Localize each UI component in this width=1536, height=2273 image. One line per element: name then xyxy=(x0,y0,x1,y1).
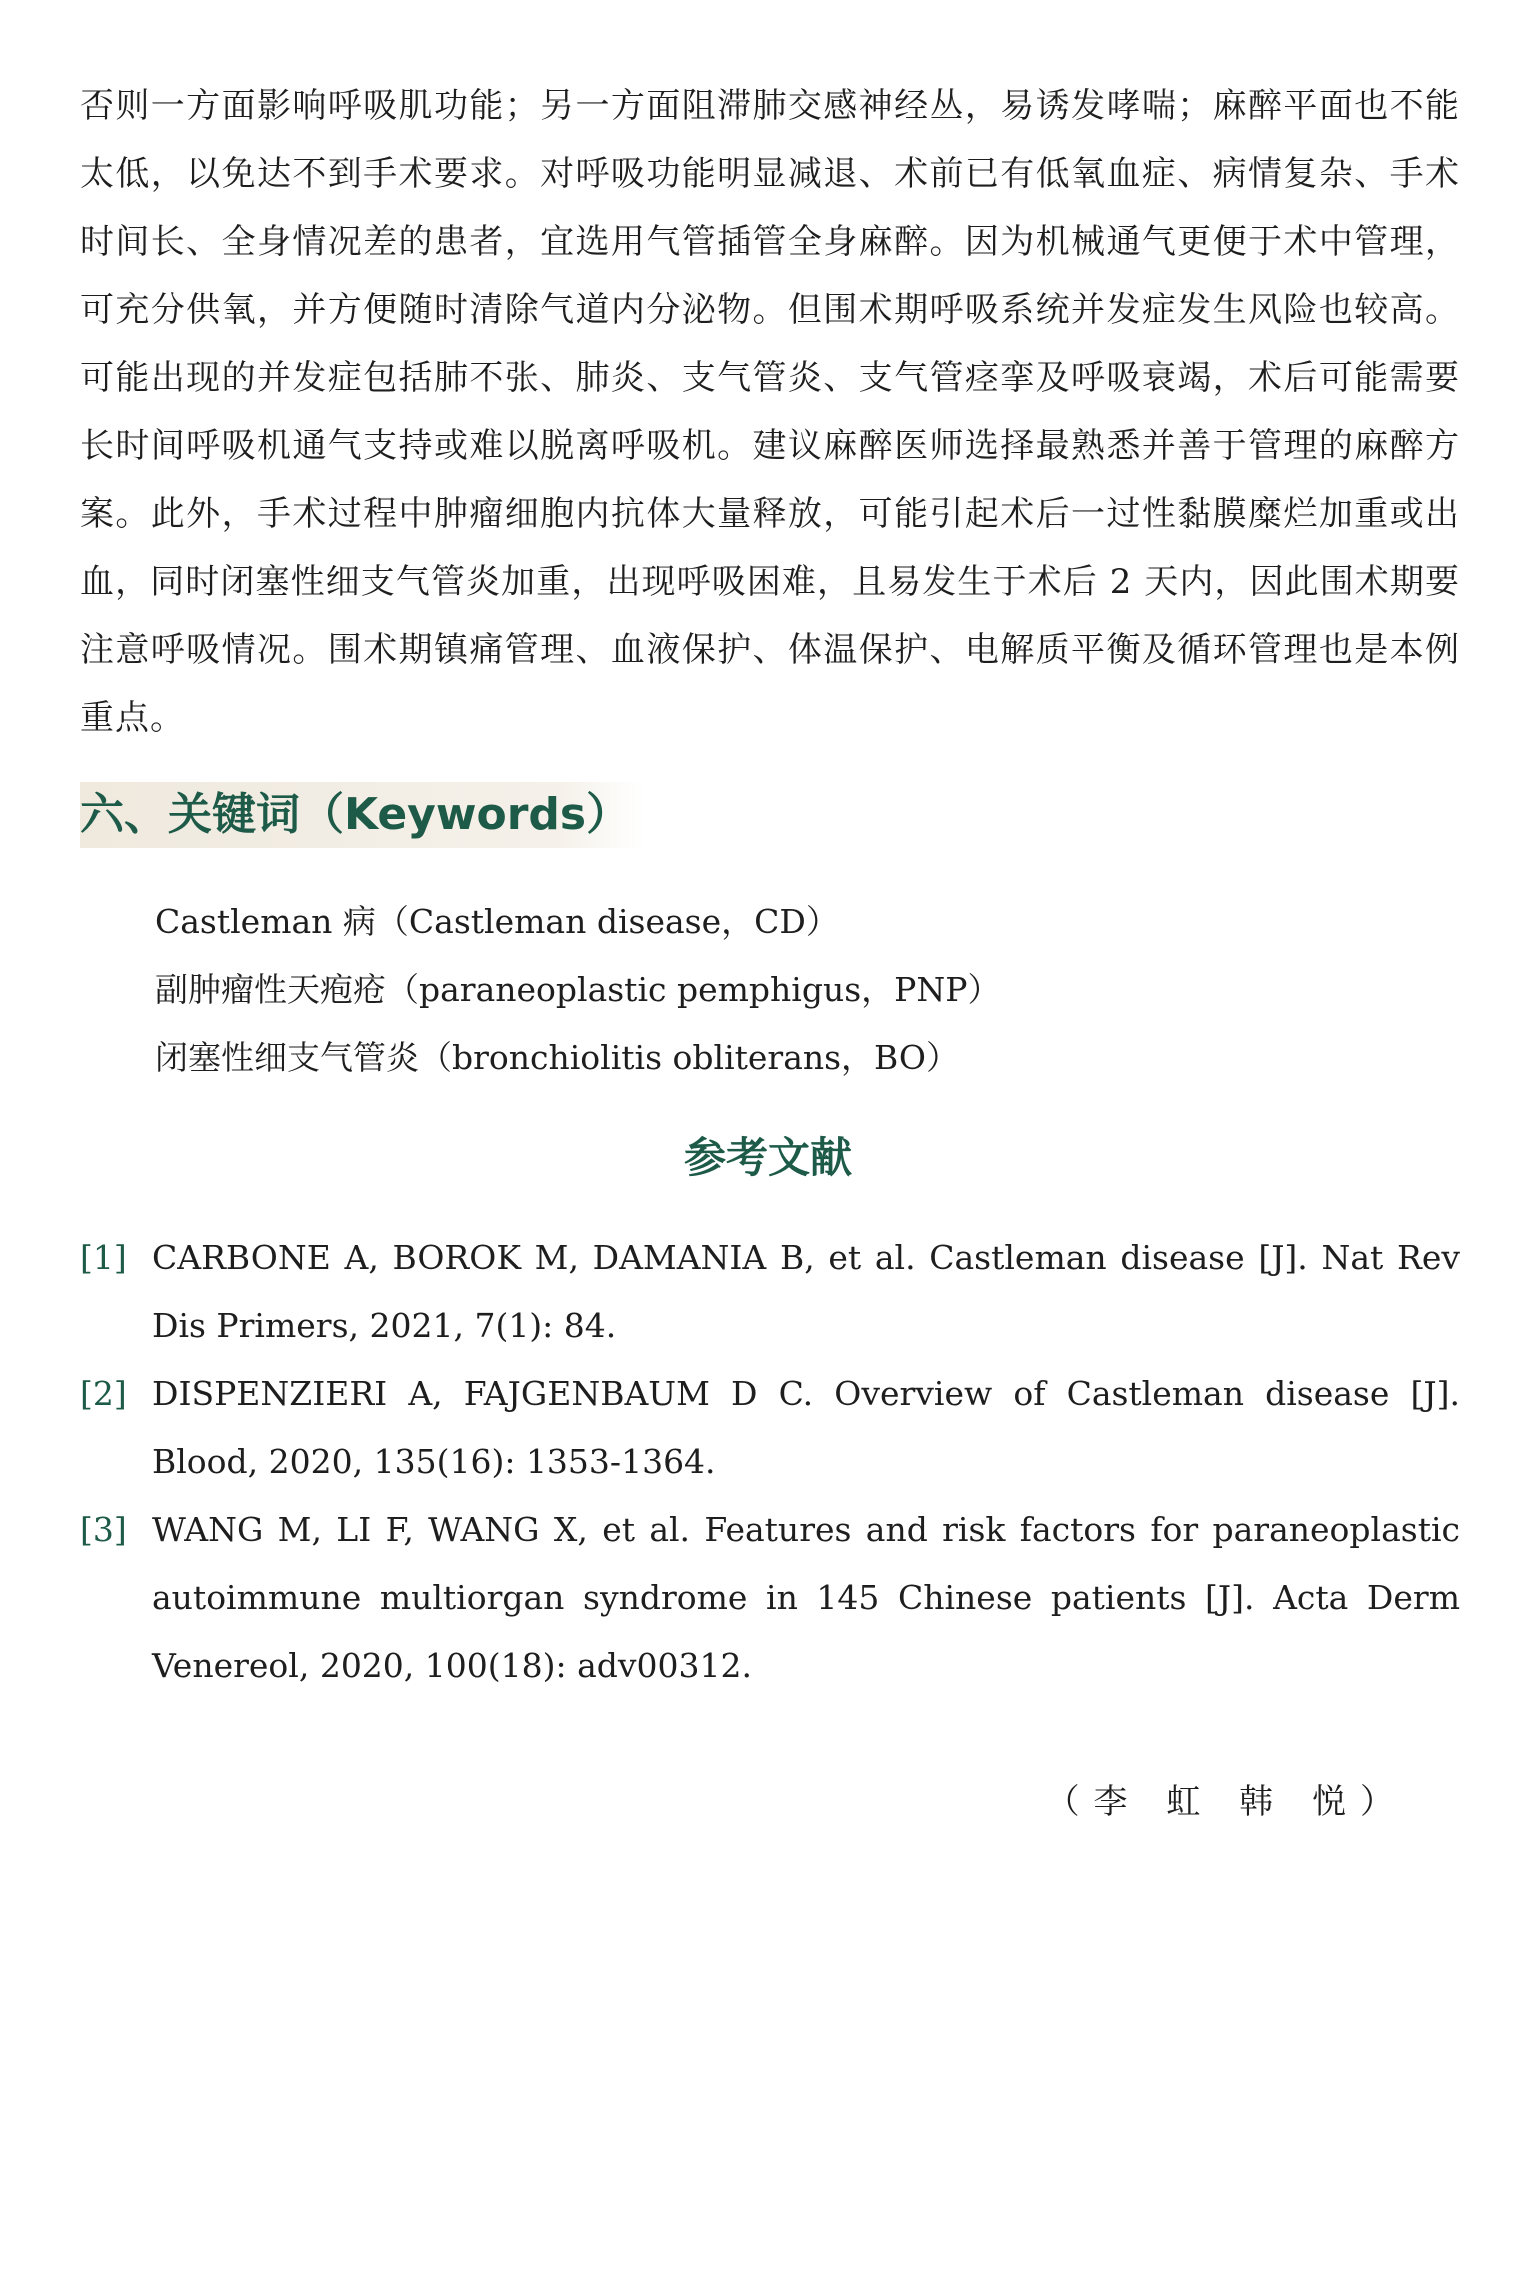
reference-item xyxy=(80,1496,1460,1700)
reference-number: [1] xyxy=(80,1238,127,1277)
reference-text: DISPENZIERI A, FAJGENBAUM D C. Overview of Castleman disease [J]. Blood, 2020, 135(16): 1353-1364. xyxy=(152,1374,1460,1481)
keyword-item: Castleman 病（Castleman disease，CD） xyxy=(155,902,839,941)
authors-signature: （李 虹 韩 悦） xyxy=(1045,1782,1408,1822)
reference-item xyxy=(80,1360,1460,1496)
references-list xyxy=(80,1224,1460,1700)
reference-item xyxy=(80,1224,1460,1360)
keywords-list xyxy=(155,888,1000,1092)
reference-number: [2] xyxy=(80,1374,127,1413)
reference-text: CARBONE A, BOROK M, DAMANIA B, et al. Castleman disease [J]. Nat Rev Dis Primers, 2021, 7(1): 84. xyxy=(152,1238,1460,1345)
body-paragraph: 否则一方面影响呼吸肌功能；另一方面阻滞肺交感神经丛，易诱发哮喘；麻醉平面也不能太低，以免达不到手术要求。对呼吸功能明显减退、术前已有低氧血症、病情复杂、手术时间长、全身情况差的患者，宜选用气管插管全身麻醉。因为机械通气更便于术中管理，可充分供氧，并方便随时清除气道内分泌物。但围术期呼吸系统并发症发生风险也较高。可能出现的并发症包括肺不张、肺炎、支气管炎、支气管痉挛及呼吸衰竭，术后可能需要长时间呼吸机通气支持或难以脱离呼吸机。建议麻醉医师选择最熟悉并善于管理的麻醉方案。此外，手术过程中肿瘤细胞内抗体大量释放，可能引起术后一过性黏膜糜烂加重或出血，同时闭塞性细支气管炎加重，出现呼吸困难，且易发生于术后 2 天内，因此围术期要注意呼吸情况。围术期镇痛管理、血液保护、体温保护、电解质平衡及循环管理也是本例重点。 xyxy=(80,86,1460,738)
keyword-item: 闭塞性细支气管炎（bronchiolitis obliterans，BO） xyxy=(155,1038,959,1077)
keywords-heading: 六、关键词（Keywords） xyxy=(80,782,644,848)
references-heading: 参考文献 xyxy=(683,1133,852,1182)
reference-text: WANG M, LI F, WANG X, et al. Features and risk factors for paraneoplastic autoimmune multiorgan syndrome in 145 Chinese patients [J]. Acta Derm Venereol, 2020, 100(18): adv00312. xyxy=(152,1510,1460,1685)
keyword-item: 副肿瘤性天疱疮（paraneoplastic pemphigus，PNP） xyxy=(155,970,1001,1009)
reference-number: [3] xyxy=(80,1510,127,1549)
